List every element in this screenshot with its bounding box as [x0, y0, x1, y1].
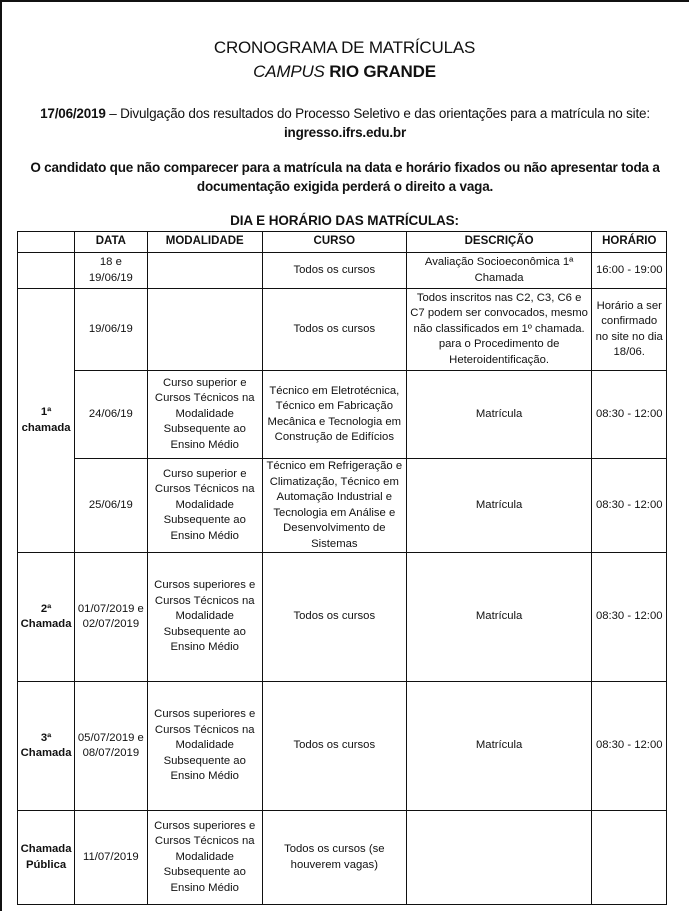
course-cell: Todos os cursos	[262, 289, 406, 371]
course-cell: Todos os cursos	[262, 682, 406, 811]
campus-name: RIO GRANDE	[329, 62, 436, 81]
site-link[interactable]: ingresso.ifrs.edu.br	[283, 125, 407, 140]
time-cell: 08:30 - 12:00	[592, 682, 667, 811]
modality-cell: Cursos superiores e Cursos Técnicos na Modalidade Subsequente ao Ensino Médio	[147, 682, 262, 811]
table-row	[18, 253, 667, 289]
campus-label: CAMPUS	[253, 62, 325, 81]
course-cell: Todos os cursos (se houverem vagas)	[262, 811, 406, 905]
table-header-row	[18, 232, 667, 253]
description-cell: Todos inscritos nas C2, C3, C6 e C7 podem ser convocados, mesmo não classificados em 1º chamada. para o Procedimento de Heteroidentificação.	[406, 289, 592, 371]
description-cell: Matrícula	[406, 553, 592, 682]
time-cell: 08:30 - 12:00	[592, 459, 667, 553]
time-cell: 08:30 - 12:00	[592, 553, 667, 682]
modality-cell: Curso superior e Cursos Técnicos na Modalidade Subsequente ao Ensino Médio	[147, 459, 262, 553]
header-descricao: DESCRIÇÃO	[406, 232, 592, 253]
announcement-date: 17/06/2019	[40, 106, 106, 121]
date-cell: 11/07/2019	[75, 811, 147, 905]
description-cell	[406, 811, 592, 905]
modality-cell	[147, 289, 262, 371]
modality-cell: Curso superior e Cursos Técnicos na Modalidade Subsequente ao Ensino Médio	[147, 371, 262, 459]
description-cell: Avaliação Socioeconômica 1ª Chamada	[406, 253, 592, 289]
description-cell: Matrícula	[406, 459, 592, 553]
header-modalidade: MODALIDADE	[147, 232, 262, 253]
header-curso: CURSO	[262, 232, 406, 253]
attendance-warning: O candidato que não comparecer para a matrícula na data e horário fixados ou não apresentar toda a documentação exigida perderá o direito a vaga.	[30, 160, 660, 194]
date-cell: 01/07/2019 e 02/07/2019	[75, 553, 147, 682]
date-cell: 25/06/19	[75, 459, 147, 553]
group-cell-2nd-call: 2ª Chamada	[18, 553, 75, 682]
page-border-left	[0, 0, 2, 911]
table-row	[18, 371, 667, 459]
document-title: CRONOGRAMA DE MATRÍCULAS	[213, 38, 476, 57]
date-cell: 05/07/2019 e 08/07/2019	[75, 682, 147, 811]
header-data: DATA	[75, 232, 147, 253]
course-cell: Técnico em Eletrotécnica, Técnico em Fabricação Mecânica e Tecnologia em Construção de Edifícios	[262, 371, 406, 459]
group-cell-public-call: Chamada Pública	[18, 811, 75, 905]
date-cell: 18 e 19/06/19	[75, 253, 147, 289]
description-cell: Matrícula	[406, 682, 592, 811]
date-cell: 19/06/19	[75, 289, 147, 371]
table-row	[18, 811, 667, 905]
table-row	[18, 459, 667, 553]
header-horario: HORÁRIO	[592, 232, 667, 253]
modality-cell: Cursos superiores e Cursos Técnicos na Modalidade Subsequente ao Ensino Médio	[147, 553, 262, 682]
modality-cell	[147, 253, 262, 289]
header-group	[18, 232, 75, 253]
table-title: DIA E HORÁRIO DAS MATRÍCULAS:	[230, 213, 459, 228]
table-row	[18, 289, 667, 371]
date-cell: 24/06/19	[75, 371, 147, 459]
course-cell: Técnico em Refrigeração e Climatização, Técnico em Automação Industrial e Tecnologia em Análise e Desenvolvimento de Sistemas	[262, 459, 406, 553]
page-border-top	[0, 0, 689, 2]
description-cell: Matrícula	[406, 371, 592, 459]
course-cell: Todos os cursos	[262, 553, 406, 682]
table-row	[18, 682, 667, 811]
announcement-text: – Divulgação dos resultados do Processo Seletivo e das orientações para a matrícula no site:	[105, 106, 650, 121]
campus-heading	[0, 62, 689, 82]
group-cell-1st-call: 1ª chamada	[18, 289, 75, 553]
time-cell	[592, 811, 667, 905]
time-cell: 08:30 - 12:00	[592, 371, 667, 459]
enrollment-schedule-table	[17, 231, 667, 905]
time-cell: 16:00 - 19:00	[592, 253, 667, 289]
table-row	[18, 553, 667, 682]
time-cell: Horário a ser confirmado no site no dia 18/06.	[592, 289, 667, 371]
results-announcement	[20, 104, 670, 142]
modality-cell: Cursos superiores e Cursos Técnicos na Modalidade Subsequente ao Ensino Médio	[147, 811, 262, 905]
group-cell-empty	[18, 253, 75, 289]
course-cell: Todos os cursos	[262, 253, 406, 289]
group-cell-3rd-call: 3ª Chamada	[18, 682, 75, 811]
